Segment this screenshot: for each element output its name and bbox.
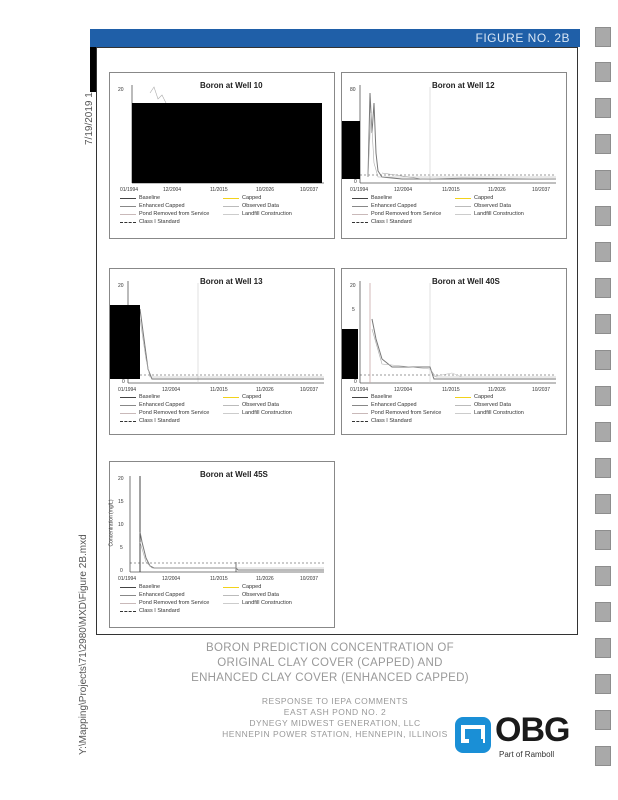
x-tick: 10/2037 bbox=[532, 387, 551, 393]
legend-observed: Observed Data bbox=[242, 203, 279, 209]
redaction-block bbox=[342, 329, 358, 379]
logo-name: OBG bbox=[495, 711, 570, 749]
x-tick: 01/1994 bbox=[118, 387, 137, 393]
legend-removed: Pond Removed from Service bbox=[371, 211, 442, 217]
legend-baseline: Baseline bbox=[139, 394, 161, 400]
chart-title: Boron at Well 12 bbox=[432, 81, 495, 90]
y-tick: 0 bbox=[120, 568, 123, 574]
x-tick: 11/2015 bbox=[210, 187, 228, 193]
x-tick: 12/2004 bbox=[162, 387, 181, 393]
response-line-2: EAST ASH POND NO. 2 bbox=[283, 707, 387, 717]
legend-enhanced: Enhanced Capped bbox=[139, 592, 185, 598]
chart-panel-well-40s bbox=[341, 268, 567, 435]
y-axis-label: Concentration (mg/L) bbox=[108, 499, 115, 547]
legend-landfill: Landfill Construction bbox=[242, 410, 292, 416]
x-tick: 11/2026 bbox=[256, 576, 274, 582]
legend-capped: Capped bbox=[242, 584, 262, 590]
response-line-3: DYNEGY MIDWEST GENERATION, LLC bbox=[249, 718, 421, 728]
x-tick: 11/2026 bbox=[488, 187, 506, 193]
chart-title: Boron at Well 45S bbox=[200, 470, 268, 479]
y-tick: 0 bbox=[354, 379, 357, 385]
x-tick: 01/1994 bbox=[350, 187, 369, 193]
x-tick: 10/2037 bbox=[532, 187, 551, 193]
y-tick: 10 bbox=[118, 522, 124, 528]
y-tick: 20 bbox=[118, 476, 124, 482]
figure-label: FIGURE NO. 2B bbox=[475, 31, 570, 45]
legend-landfill: Landfill Construction bbox=[242, 211, 292, 217]
legend-landfill: Landfill Construction bbox=[474, 410, 524, 416]
legend-standard: Class I Standard bbox=[139, 219, 180, 225]
x-tick: 10/2037 bbox=[300, 187, 319, 193]
y-tick: 0 bbox=[354, 179, 357, 185]
y-tick: 15 bbox=[118, 499, 124, 505]
x-tick: 11/2026 bbox=[256, 387, 274, 393]
legend-landfill: Landfill Construction bbox=[242, 600, 292, 606]
redaction-block bbox=[342, 121, 360, 179]
legend-enhanced: Enhanced Capped bbox=[371, 402, 417, 408]
x-tick: 01/1994 bbox=[120, 187, 139, 193]
legend-baseline: Baseline bbox=[139, 584, 161, 590]
x-tick: 11/2015 bbox=[210, 576, 228, 582]
figure-caption-line-1: BORON PREDICTION CONCENTRATION OF bbox=[206, 642, 454, 654]
x-tick: 12/2004 bbox=[163, 187, 182, 193]
x-tick: 01/1994 bbox=[118, 576, 137, 582]
y-tick: 20 bbox=[118, 87, 124, 93]
chart-panel-well-13 bbox=[109, 268, 335, 435]
legend-standard: Class I Standard bbox=[139, 608, 180, 614]
legend-baseline: Baseline bbox=[371, 195, 393, 201]
redaction-block bbox=[110, 305, 140, 379]
legend-observed: Observed Data bbox=[242, 402, 279, 408]
legend-capped: Capped bbox=[242, 394, 262, 400]
chart-panel-well-12 bbox=[341, 72, 567, 239]
legend-baseline: Baseline bbox=[139, 195, 161, 201]
x-tick: 10/2037 bbox=[300, 387, 319, 393]
chart-legend bbox=[120, 584, 330, 624]
redaction-block bbox=[132, 103, 322, 183]
chart-legend bbox=[120, 195, 330, 235]
chart-panel-well-45s bbox=[109, 461, 335, 628]
legend-capped: Capped bbox=[242, 195, 262, 201]
x-tick: 10/2026 bbox=[256, 187, 275, 193]
y-tick: 5 bbox=[120, 545, 123, 551]
legend-removed: Pond Removed from Service bbox=[139, 410, 210, 416]
legend-baseline: Baseline bbox=[371, 394, 393, 400]
legend-landfill: Landfill Construction bbox=[474, 211, 524, 217]
legend-standard: Class I Standard bbox=[371, 219, 412, 225]
legend-removed: Pond Removed from Service bbox=[139, 211, 210, 217]
legend-removed: Pond Removed from Service bbox=[139, 600, 210, 606]
x-tick: 11/2015 bbox=[210, 387, 228, 393]
legend-standard: Class I Standard bbox=[139, 418, 180, 424]
chart-panel-well-10 bbox=[109, 72, 335, 239]
x-tick: 12/2004 bbox=[394, 187, 413, 193]
obg-logo bbox=[455, 711, 575, 763]
obg-logo-icon bbox=[455, 717, 491, 753]
logo-tagline: Part of Ramboll bbox=[499, 750, 555, 759]
legend-enhanced: Enhanced Capped bbox=[139, 402, 185, 408]
y-tick: 80 bbox=[350, 87, 356, 93]
x-tick: 01/1994 bbox=[350, 387, 369, 393]
x-tick: 12/2004 bbox=[394, 387, 413, 393]
chart-legend bbox=[352, 195, 562, 235]
chart-title: Boron at Well 40S bbox=[432, 277, 500, 286]
legend-observed: Observed Data bbox=[242, 592, 279, 598]
plot-date: 7/19/2019 1 bbox=[84, 92, 95, 145]
legend-enhanced: Enhanced Capped bbox=[139, 203, 185, 209]
chart-title: Boron at Well 13 bbox=[200, 277, 263, 286]
legend-standard: Class I Standard bbox=[371, 418, 412, 424]
legend-enhanced: Enhanced Capped bbox=[371, 203, 417, 209]
chart-legend bbox=[120, 394, 330, 432]
x-tick: 11/2015 bbox=[442, 187, 460, 193]
file-path: Y:\Mapping\Projects\71\2980\MXD\Figure 2B.mxd bbox=[78, 534, 89, 755]
chart-title: Boron at Well 10 bbox=[200, 81, 263, 90]
response-line-4: HENNEPIN POWER STATION, HENNEPIN, ILLINOIS bbox=[222, 729, 448, 739]
y-tick: 5 bbox=[352, 307, 355, 313]
y-tick: 20 bbox=[350, 283, 356, 289]
x-tick: 12/2004 bbox=[162, 576, 181, 582]
response-line-1: RESPONSE TO IEPA COMMENTS bbox=[261, 696, 409, 706]
legend-removed: Pond Removed from Service bbox=[371, 410, 442, 416]
legend-capped: Capped bbox=[474, 195, 494, 201]
x-tick: 11/2015 bbox=[442, 387, 460, 393]
figure-caption-line-2: ORIGINAL CLAY COVER (CAPPED) AND bbox=[217, 657, 443, 669]
legend-capped: Capped bbox=[474, 394, 494, 400]
x-tick: 10/2037 bbox=[300, 576, 319, 582]
x-tick: 11/2026 bbox=[488, 387, 506, 393]
chart-legend bbox=[352, 394, 562, 432]
y-tick: 20 bbox=[118, 283, 124, 289]
legend-observed: Observed Data bbox=[474, 402, 511, 408]
legend-observed: Observed Data bbox=[474, 203, 511, 209]
figure-caption-line-3: ENHANCED CLAY COVER (ENHANCED CAPPED) bbox=[191, 672, 469, 684]
y-tick: 0 bbox=[122, 379, 125, 385]
